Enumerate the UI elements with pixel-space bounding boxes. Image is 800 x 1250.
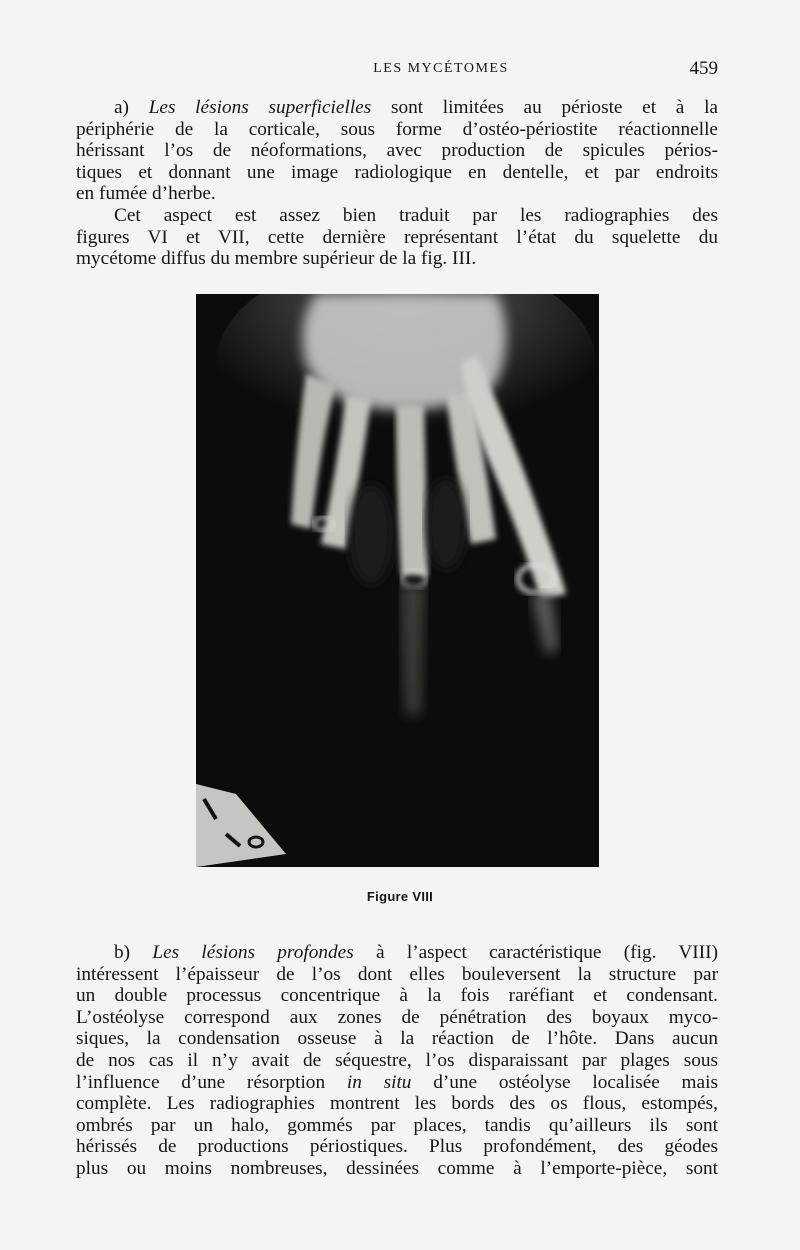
emphasis-text: Les lésions profondes bbox=[152, 942, 354, 963]
paragraph-line: de nos cas il n’y avait de séquestre, l’os disparaissant par plages sous bbox=[76, 1049, 718, 1071]
emphasis-text: in situ bbox=[346, 1071, 412, 1093]
paragraph-line: figures VI et VII, cette dernière représentant l’état du squelette du bbox=[76, 226, 718, 248]
paragraph-line: hérissés de productions périostiques. Plus profondément, des géodes bbox=[76, 1136, 718, 1158]
paragraph-line: L’ostéolyse correspond aux zones de pénétration des boyaux myco- bbox=[76, 1006, 718, 1028]
page-header bbox=[76, 58, 718, 82]
running-title: LES MYCÉTOMES bbox=[373, 61, 509, 76]
item-label: a) bbox=[114, 97, 129, 118]
paragraph-line: mycétome diffus du membre supérieur de la fig. III. bbox=[76, 248, 477, 270]
paragraph-line: ombrés par un halo, gommés par places, tandis qu’ailleurs ils sont bbox=[76, 1114, 718, 1136]
radiograph-illustration bbox=[196, 294, 599, 867]
paragraph-line: périphérie de la corticale, sous forme d’ostéo-périostite réactionnelle bbox=[76, 118, 718, 140]
paragraph-line: un double processus concentrique à la fois raréfiant et condensant. bbox=[76, 985, 718, 1007]
figure-caption: Figure VIII bbox=[366, 889, 434, 904]
page-number: 459 bbox=[689, 58, 718, 79]
paragraph-line: intéressent l’épaisseur de l’os dont elles bouleversent la structure par bbox=[76, 963, 718, 985]
paragraph-line: hérissant l’os de néoformations, avec production de spicules périos- bbox=[76, 140, 718, 162]
emphasis-text: Les lésions superficielles bbox=[148, 97, 372, 118]
line-text: d’une ostéolyse localisée mais bbox=[433, 1071, 718, 1093]
paragraph-deep-lesions bbox=[76, 942, 718, 1180]
paragraph-line: siques, la condensation osseuse à la réaction de l’hôte. Dans aucun bbox=[76, 1028, 718, 1050]
line-text: l’influence d’une résorption bbox=[76, 1071, 326, 1093]
paragraph-line: tiques et donnant une image radiologique en dentelle, et par endroits bbox=[76, 161, 718, 183]
radiograph-image bbox=[196, 294, 599, 867]
line-text: sont limitées au périoste et à la bbox=[390, 97, 718, 118]
paragraph-line bbox=[76, 1072, 718, 1094]
paragraph-line bbox=[76, 942, 718, 964]
paragraph-line: Cet aspect est assez bien traduit par les radiographies des bbox=[114, 205, 718, 226]
paragraph-line bbox=[76, 97, 718, 119]
paragraph-superficial-lesions bbox=[76, 97, 718, 205]
paragraph-radiographs bbox=[76, 205, 718, 270]
item-label: b) bbox=[114, 942, 131, 963]
paragraph-line: complète. Les radiographies montrent les bords des os flous, estompés, bbox=[76, 1093, 718, 1115]
paragraph-line: en fumée d’herbe. bbox=[76, 183, 216, 205]
paragraph-line: plus ou moins nombreuses, dessinées comme à l’emporte-pièce, sont bbox=[76, 1157, 718, 1179]
line-text: à l’aspect caractéristique (fig. VIII) bbox=[376, 942, 718, 963]
